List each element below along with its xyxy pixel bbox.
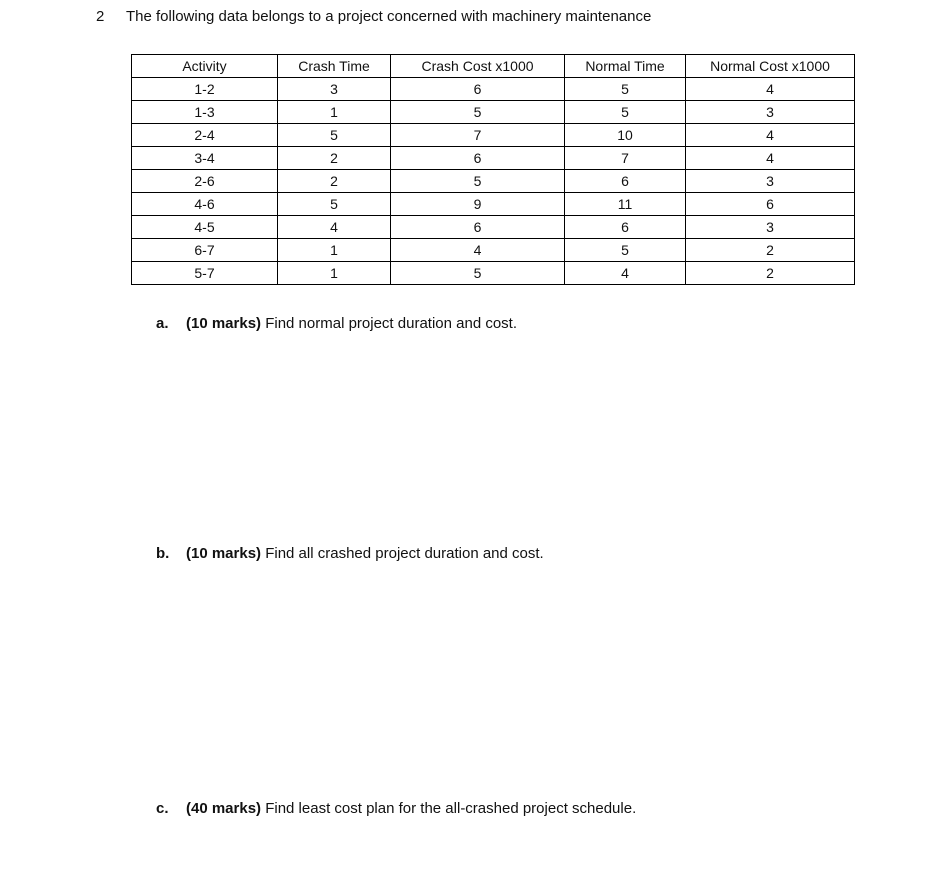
cell-normal-time: 5	[565, 239, 686, 262]
cell-crash-cost: 9	[391, 193, 565, 216]
part-marks: (10 marks)	[186, 315, 262, 332]
question-part-c	[156, 800, 636, 817]
table-header-row	[132, 55, 855, 78]
question-part-b	[156, 545, 544, 562]
part-text: Find all crashed project duration and cost.	[261, 545, 544, 562]
table-row	[132, 78, 855, 101]
cell-activity: 2-4	[132, 124, 278, 147]
cell-normal-cost: 4	[686, 124, 855, 147]
cell-normal-cost: 6	[686, 193, 855, 216]
table-row	[132, 147, 855, 170]
cell-crash-time: 2	[278, 170, 391, 193]
header-activity: Activity	[132, 55, 278, 78]
cell-normal-cost: 3	[686, 101, 855, 124]
cell-crash-time: 5	[278, 193, 391, 216]
cell-crash-time: 3	[278, 78, 391, 101]
table-row	[132, 170, 855, 193]
part-text: Find normal project duration and cost.	[261, 315, 518, 332]
cell-normal-cost: 3	[686, 216, 855, 239]
part-marks: (10 marks)	[186, 545, 262, 562]
cell-crash-cost: 6	[391, 78, 565, 101]
cell-normal-cost: 3	[686, 170, 855, 193]
question-text: The following data belongs to a project concerned with machinery maintenance	[126, 8, 652, 25]
cell-normal-cost: 2	[686, 262, 855, 285]
cell-normal-cost: 4	[686, 147, 855, 170]
table-row	[132, 262, 855, 285]
cell-crash-cost: 4	[391, 239, 565, 262]
cell-activity: 4-6	[132, 193, 278, 216]
header-crash-cost: Crash Cost x1000	[391, 55, 565, 78]
cell-activity: 1-2	[132, 78, 278, 101]
cell-crash-cost: 5	[391, 101, 565, 124]
table-row	[132, 101, 855, 124]
header-normal-cost: Normal Cost x1000	[686, 55, 855, 78]
cell-normal-cost: 4	[686, 78, 855, 101]
cell-crash-cost: 7	[391, 124, 565, 147]
header-normal-time: Normal Time	[565, 55, 686, 78]
part-marks: (40 marks)	[186, 800, 262, 817]
part-letter: b.	[156, 545, 170, 562]
cell-normal-time: 7	[565, 147, 686, 170]
cell-crash-time: 5	[278, 124, 391, 147]
cell-normal-time: 6	[565, 216, 686, 239]
cell-crash-cost: 5	[391, 262, 565, 285]
table-row	[132, 124, 855, 147]
cell-normal-time: 5	[565, 78, 686, 101]
cell-activity: 6-7	[132, 239, 278, 262]
cell-crash-time: 2	[278, 147, 391, 170]
cell-crash-cost: 5	[391, 170, 565, 193]
cell-activity: 2-6	[132, 170, 278, 193]
part-letter: a.	[156, 315, 169, 332]
cell-normal-time: 11	[565, 193, 686, 216]
cell-normal-time: 5	[565, 101, 686, 124]
part-letter: c.	[156, 800, 169, 817]
question-part-a	[156, 315, 517, 332]
cell-activity: 3-4	[132, 147, 278, 170]
cell-activity: 4-5	[132, 216, 278, 239]
cell-normal-time: 10	[565, 124, 686, 147]
cell-normal-time: 4	[565, 262, 686, 285]
table-row	[132, 193, 855, 216]
data-table	[131, 54, 855, 285]
table-row	[132, 216, 855, 239]
cell-crash-time: 1	[278, 262, 391, 285]
table-row	[132, 239, 855, 262]
cell-crash-time: 4	[278, 216, 391, 239]
cell-activity: 5-7	[132, 262, 278, 285]
cell-normal-cost: 2	[686, 239, 855, 262]
header-crash-time: Crash Time	[278, 55, 391, 78]
cell-activity: 1-3	[132, 101, 278, 124]
cell-crash-cost: 6	[391, 216, 565, 239]
cell-crash-cost: 6	[391, 147, 565, 170]
question-number: 2	[96, 8, 105, 25]
cell-crash-time: 1	[278, 239, 391, 262]
cell-crash-time: 1	[278, 101, 391, 124]
cell-normal-time: 6	[565, 170, 686, 193]
part-text: Find least cost plan for the all-crashed project schedule.	[261, 800, 637, 817]
